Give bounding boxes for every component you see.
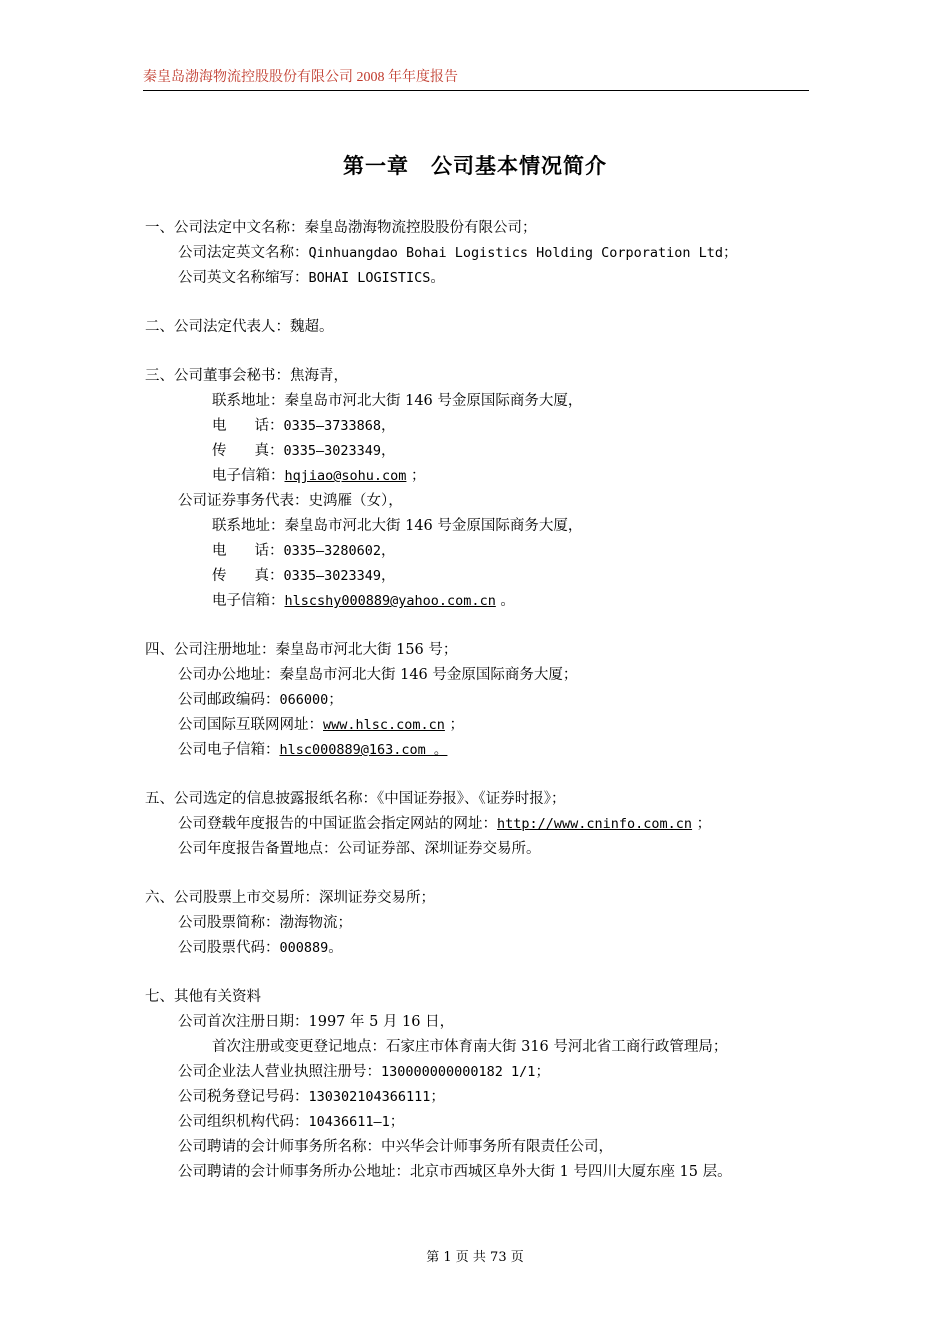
s1-en-abbr: 公司英文名称缩写：BOHAI LOGISTICS。 [178,270,445,286]
s4-reg-address: 四、公司注册地址：秦皇岛市河北大街 156 号； [145,642,458,658]
s3-address: 联系地址：秦皇岛市河北大街 146 号金原国际商务大厦， [212,393,583,409]
s3-phone-2: 电 话：0335—3280602， [212,543,396,559]
s7-auditor-name: 公司聘请的会计师事务所名称：中兴华会计师事务所有限责任公司， [178,1139,613,1155]
s2-legal-rep: 二、公司法定代表人：魏超。 [145,319,334,335]
header-text: 秦皇岛渤海物流控股股份有限公司 2008 年年度报告 [143,70,458,85]
s6-exchange: 六、公司股票上市交易所：深圳证券交易所； [145,890,435,906]
s3-fax: 传 真：0335—3023349， [212,443,396,459]
s7-license-no: 公司企业法人营业执照注册号：130000000000182 1/1； [178,1064,550,1080]
s7-tax-no: 公司税务登记号码：130302104366111； [178,1089,445,1105]
s4-website: 公司国际互联网网址：www.hlsc.com.cn ； [178,717,465,733]
s3-address-2: 联系地址：秦皇岛市河北大街 146 号金原国际商务大厦， [212,518,583,534]
s7-org-code: 公司组织机构代码：10436611—1； [178,1114,405,1130]
s5-newspapers: 五、公司选定的信息披露报纸名称：《中国证券报》、《证券时报》； [145,791,566,807]
s7-reg-location: 首次注册或变更登记地点：石家庄市体育南大街 316 号河北省工商行政管理局； [212,1039,728,1055]
s7-auditor-address: 公司聘请的会计师事务所办公地址：北京市西城区阜外大街 1 号四川大厦东座 15 层。 [178,1164,732,1180]
s4-postcode: 公司邮政编码：066000； [178,692,343,708]
s5-website: 公司登载年度报告的中国证监会指定网站的网址：http://www.cninfo.com.cn ； [178,816,712,832]
chapter-name: 公司基本情况简介 [431,153,607,178]
s6-stock-name: 公司股票简称：渤海物流； [178,915,352,931]
s4-office-address: 公司办公地址：秦皇岛市河北大街 146 号金原国际商务大厦； [178,667,578,683]
email-link[interactable]: hqjiao@sohu.com [284,468,407,484]
cninfo-link[interactable]: http://www.cninfo.com.cn [497,816,693,832]
s4-email: 公司电子信箱：hlsc000889@163.com 。 [178,742,448,758]
chapter-number: 第一章 [343,153,409,178]
s1-en-name: 公司法定英文名称：Qinhuangdao Bohai Logistics Holding Corporation Ltd； [178,245,738,261]
email-link-2[interactable]: hlscshy000889@yahoo.com.cn [284,593,496,609]
s1-cn-name: 一、公司法定中文名称：秦皇岛渤海物流控股股份有限公司； [145,220,537,236]
company-email-link[interactable]: hlsc000889@163.com 。 [279,742,448,758]
s7-first-reg-date: 公司首次注册日期：1997 年 5 月 16 日， [178,1014,455,1030]
chapter-title [0,150,950,180]
s5-report-location: 公司年度报告备置地点：公司证券部、深圳证券交易所。 [178,841,541,857]
s3-phone: 电 话：0335—3733868， [212,418,396,434]
s7-heading: 七、其他有关资料 [145,989,261,1005]
s3-email-2: 电子信箱：hlscshy000889@yahoo.com.cn 。 [212,593,515,609]
page-footer: 第 1 页 共 73 页 [426,1250,524,1265]
s3-securities-rep: 公司证券事务代表：史鸿雁（女）， [178,493,403,509]
s3-fax-2: 传 真：0335—3023349， [212,568,396,584]
page-header [143,66,809,91]
s3-email: 电子信箱：hqjiao@sohu.com ； [212,468,426,484]
s3-secretary: 三、公司董事会秘书：焦海青， [145,368,348,384]
s6-stock-code: 公司股票代码：000889。 [178,940,343,956]
website-link[interactable]: www.hlsc.com.cn [323,717,445,733]
